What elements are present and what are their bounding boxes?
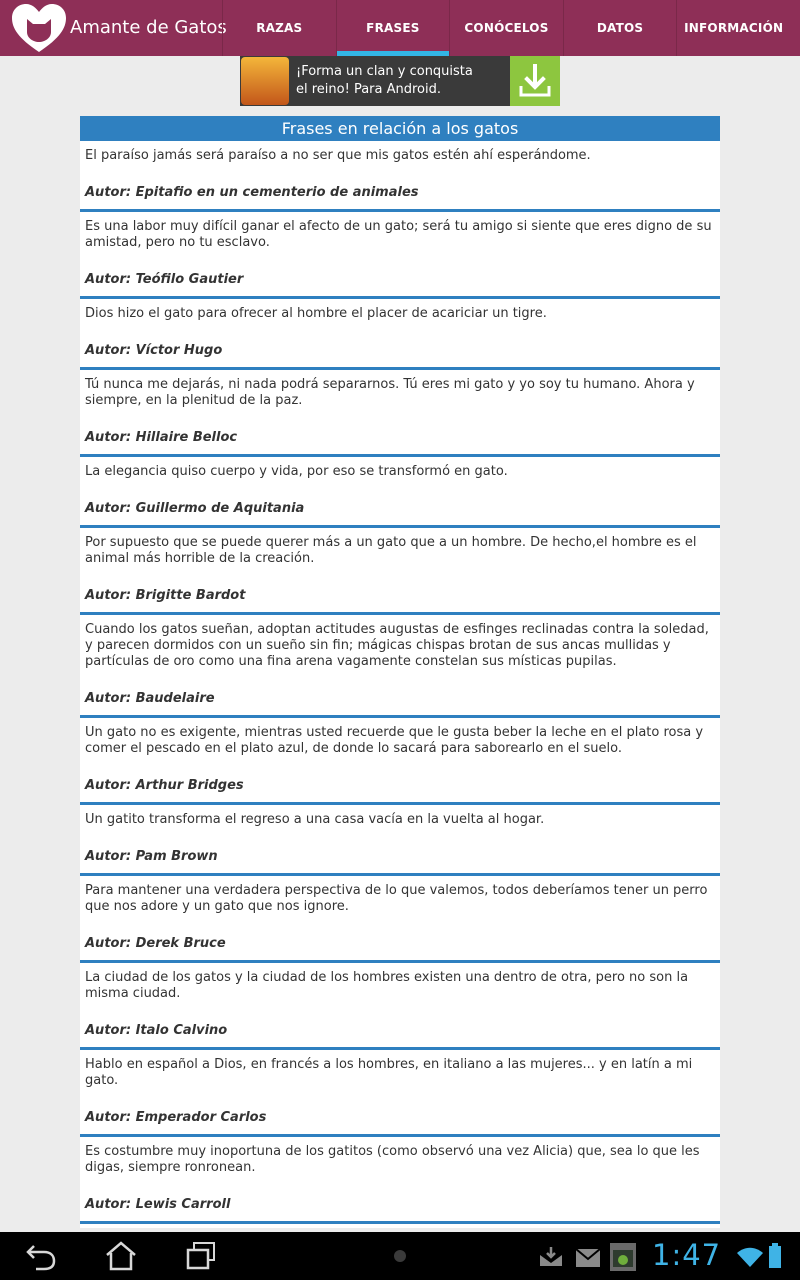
quote-author: Autor: Pam Brown [85,849,218,864]
quote-text: Para mantener una verdadera perspectiva de lo que valemos, todos deberíamos tener un perro que nos adore y un gato que nos ignore. [85,883,708,914]
quote-item [80,876,720,963]
tab-label: CONÓCELOS [464,21,549,35]
tab-label: INFORMACIÓN [684,21,784,35]
quote-author: Autor: Víctor Hugo [85,343,223,358]
quote-list [80,141,720,1224]
quote-text: Dios hizo el gato para ofrecer al hombre el placer de acariciar un tigre. [85,306,547,321]
gmail-icon [575,1248,601,1268]
quote-text: Hablo en español a Dios, en francés a los hombres, en italiano a las mujeres... y en latín a mi gato. [85,1057,693,1088]
quotes-panel[interactable] [80,116,720,1228]
quote-text: La ciudad de los gatos y la ciudad de los hombres existen una dentro de otra, pero no son la misma ciudad. [85,970,689,1001]
quote-item [80,718,720,805]
quote-item [80,963,720,1050]
tab-datos[interactable] [563,0,677,56]
quote-author: Autor: Arthur Bridges [85,778,244,793]
quote-author: Autor: Hillaire Belloc [85,430,238,445]
quote-item [80,299,720,370]
game-app-icon[interactable] [241,57,289,105]
tab-bar [222,0,790,56]
quote-author: Autor: Epitafio en un cementerio de animales [85,185,419,200]
quote-author: Autor: Brigitte Bardot [85,588,246,603]
download-button[interactable] [510,56,560,106]
tab-label: FRASES [366,21,420,35]
home-button[interactable] [104,1240,138,1272]
download-icon [510,56,560,106]
app-title: Amante de Gatos [70,17,227,38]
ad-banner[interactable] [240,56,560,106]
quote-author: Autor: Derek Bruce [85,936,226,951]
clock: 1:47 [652,1238,722,1272]
back-icon [24,1240,58,1272]
recent-apps-icon [184,1240,218,1272]
wifi-icon [736,1245,764,1269]
quote-item [80,1050,720,1137]
download-notification-icon [538,1246,564,1268]
ad-text: ¡Forma un clan y conquista el reino! Para Android. [296,64,473,97]
recent-apps-button[interactable] [184,1240,218,1272]
system-navbar [0,1232,800,1280]
menu-dot-icon [394,1250,406,1262]
quote-author: Autor: Italo Calvino [85,1023,228,1038]
quote-author: Autor: Lewis Carroll [85,1197,231,1212]
quote-text: Por supuesto que se puede querer más a un gato que a un hombre. De hecho,el hombre es el animal más horrible de la creación. [85,535,697,566]
cat-heart-logo-icon[interactable] [10,2,68,54]
section-header: Frases en relación a los gatos [80,116,720,141]
quote-author: Autor: Emperador Carlos [85,1110,267,1125]
quote-text: El paraíso jamás será paraíso a no ser que mis gatos estén ahí esperándome. [85,148,591,163]
tab-informacion[interactable] [676,0,790,56]
quote-author: Autor: Guillermo de Aquitania [85,501,305,516]
quote-author: Autor: Teófilo Gautier [85,272,244,287]
quote-text: Un gato no es exigente, mientras usted recuerde que le gusta beber la leche en el plato rosa y comer el pescado en el plato azul, de donde lo sacará para saborearlo en el suelo. [85,725,704,756]
quote-item [80,141,720,212]
quote-text: Tú nunca me dejarás, ni nada podrá separarnos. Tú eres mi gato y yo soy tu humano. Ahora y siempre, en la plenitud de la paz. [85,377,695,408]
tab-conocelos[interactable] [449,0,563,56]
quote-item [80,805,720,876]
quote-text: La elegancia quiso cuerpo y vida, por eso se transformó en gato. [85,464,508,479]
home-icon [104,1240,138,1272]
tab-label: DATOS [596,21,644,35]
quote-item [80,457,720,528]
quote-item [80,615,720,718]
quote-item [80,528,720,615]
quote-item [80,370,720,457]
back-button[interactable] [24,1240,58,1272]
app-bar [0,0,800,56]
quote-item [80,212,720,299]
quote-item [80,1137,720,1224]
tab-label: RAZAS [256,21,303,35]
quote-text: Es costumbre muy inoportuna de los gatitos (como observó una vez Alicia) que, sea lo que les digas, siempre ronronean. [85,1144,700,1175]
quote-text: Un gatito transforma el regreso a una casa vacía en la vuelta al hogar. [85,812,545,827]
screenshot-notification-icon [609,1242,637,1272]
tab-razas[interactable] [222,0,336,56]
quote-text: Cuando los gatos sueñan, adoptan actitudes augustas de esfinges reclinadas contra la soledad, y parecen dormidos con un sueño sin fin; mágicas chispas brotan de sus ancas mullidas y partículas de oro como una fina arena vagamente constelan sus místicas pupilas. [85,622,709,669]
quote-author: Autor: Baudelaire [85,691,215,706]
battery-icon [767,1242,783,1270]
tab-frases[interactable] [336,0,450,56]
quote-text: Es una labor muy difícil ganar el afecto de un gato; será tu amigo si siente que eres digno de su amistad, pero no tu esclavo. [85,219,712,250]
